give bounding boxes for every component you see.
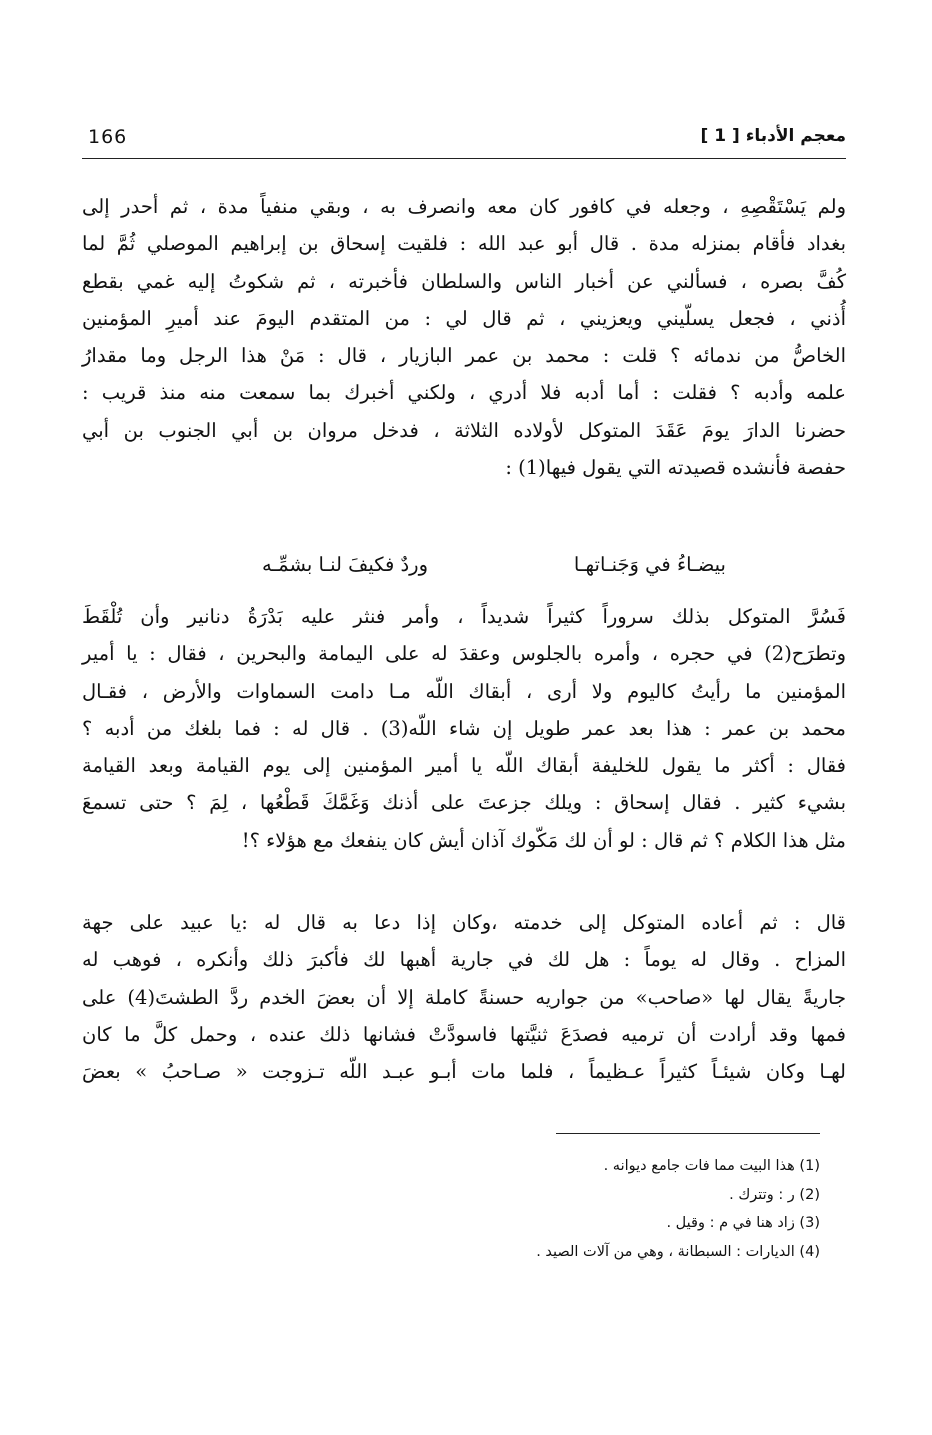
text-line-last: حفصة فأنشده قصيدته التي يقول فيها(1) :: [505, 456, 846, 480]
text-line: كُفَّ بصره ، فسألني عن أخبار الناس والسلطان فأخبرته ، ثم شكوتُ إليه غمي بقطع: [82, 269, 846, 293]
text-line: الخاصُّ من ندمائه ؟ قلت : محمد بن عمر البازيار ، قال : مَنْ هذا الرجل وما مقدارُ: [82, 344, 846, 368]
text-line: ولم يَسْتَقْصِهِ ، وجعله في كافور كان معه وانصرف به ، وبقي منفياً مدة ، ثم أحدر إلى: [82, 195, 846, 218]
footnote-1: (1) هذا البيت مما فات جامع ديوانه .: [603, 1158, 820, 1174]
text-line: حضرنا الدارَ يومَ عَقَدَ المتوكل لأولاده الثلاثة ، فدخل مروان بن أبي الجنوب بن أبي: [82, 418, 846, 442]
text-line: بغداد فأقام بمنزله مدة . قال أبو عبد الله : فلقيت إسحاق بن إبراهيم الموصلي ثُمَّ لما: [82, 232, 846, 256]
running-title: معجم الأدباء [ 1 ]: [700, 126, 846, 146]
text-line: المؤمنين ما رأيتُ كاليوم ولا أرى ، أبقاك اللّه مـا دامت السماوات والأرض ، فقـال: [82, 679, 846, 703]
paragraph-2: [82, 598, 846, 859]
text-line-last: مثل هذا الكلام ؟ ثم قال : لو أن لك مَكّوك آذان أيش كان ينفعك مع هؤلاء ؟!: [241, 828, 846, 852]
text-line: بشيء كثير . فقال إسحاق : ويلك جزعتَ على أذنك وَغَمَّكَ قَطْعُها ، لِمَ ؟ حتى تسمعَ: [82, 791, 846, 815]
text-line: محمد بن عمر : هذا بعد عمر طويل إن شاء اللّه(3) . قال له : فما بلغك من أدبه ؟: [82, 716, 846, 740]
text-line: لهـا وكان شيئـاً كثيراً عـظيماً ، فلما مات أبـو عبـد اللّه تـزوجت « صـاحبُ » بعضَ: [82, 1060, 846, 1084]
page-header: [82, 126, 846, 154]
text-line: وتطرَح(2) في حجره ، وأمره بالجلوس وعقدَ له على اليمامة والبحرين ، فقال : يا أمير: [82, 642, 846, 666]
verse-first-hemistich: بيضـاءُ في وَجَنـاتهـا: [573, 553, 726, 576]
page-number: 166: [88, 126, 128, 148]
footnotes: [536, 1152, 820, 1266]
verse-second-hemistich: وردٌ فكيفَ لنـا بشمِّـه: [262, 553, 429, 576]
footnote-2: (2) ر : وتترك .: [729, 1186, 820, 1203]
text-line: علمه وأدبه ؟ فقلت : أما أدبه فلا أدري ، ولكني أخبرك بما سمعت منه منذ قريب :: [82, 381, 846, 405]
text-line: المزاح . وقال له يوماً : هل لك في جارية أهبها لك فأكبرَ ذلك وأنكره ، فوهب له: [82, 948, 846, 972]
text-line: جاريةً يقال لها «صاحب» من جواريه حسنةً كاملة إلا أن بعضَ الخدم ردَّ الطشتَ(4) على: [82, 985, 847, 1009]
text-line: قال : ثم أعاده المتوكل إلى خدمته ،وكان إذا دعا به قال له :يا عبيد على جهة: [82, 911, 846, 934]
poem-verse: [82, 553, 846, 589]
text-line: فَسُرَّ المتوكل بذلك سروراً كثيراً شديداً ، وأمر فنثر عليه بَدْرَةُ دنانير وأن تُلْقَطَ: [82, 605, 846, 628]
paragraph-1: [82, 188, 846, 486]
footnote-4: (4) الديارات : السبطانة ، وهي من آلات الصيد .: [536, 1243, 820, 1260]
text-line: فقال : أكثر ما يقول للخليفة أبقاك اللّه يا أمير المؤمنين إلى يوم القيامة وبعد القيامة: [82, 754, 846, 778]
text-line: أُذني ، فجعل يسلّيني ويعزيني ، ثم قال لي : من المتقدم اليومَ عند أميرِ المؤمنين: [82, 306, 846, 330]
header-rule: [82, 158, 846, 159]
paragraph-3: [82, 904, 846, 1090]
footnote-rule: [556, 1133, 820, 1134]
text-line: فمها وقد أرادت أن ترميه فصدَعَ ثنيَّتها فاسودَّتْ فشانها ذلك عنده ، وحمل كلَّ ما كان: [82, 1022, 846, 1046]
footnote-3: (3) زاد هنا في م : وقيل .: [666, 1215, 820, 1231]
